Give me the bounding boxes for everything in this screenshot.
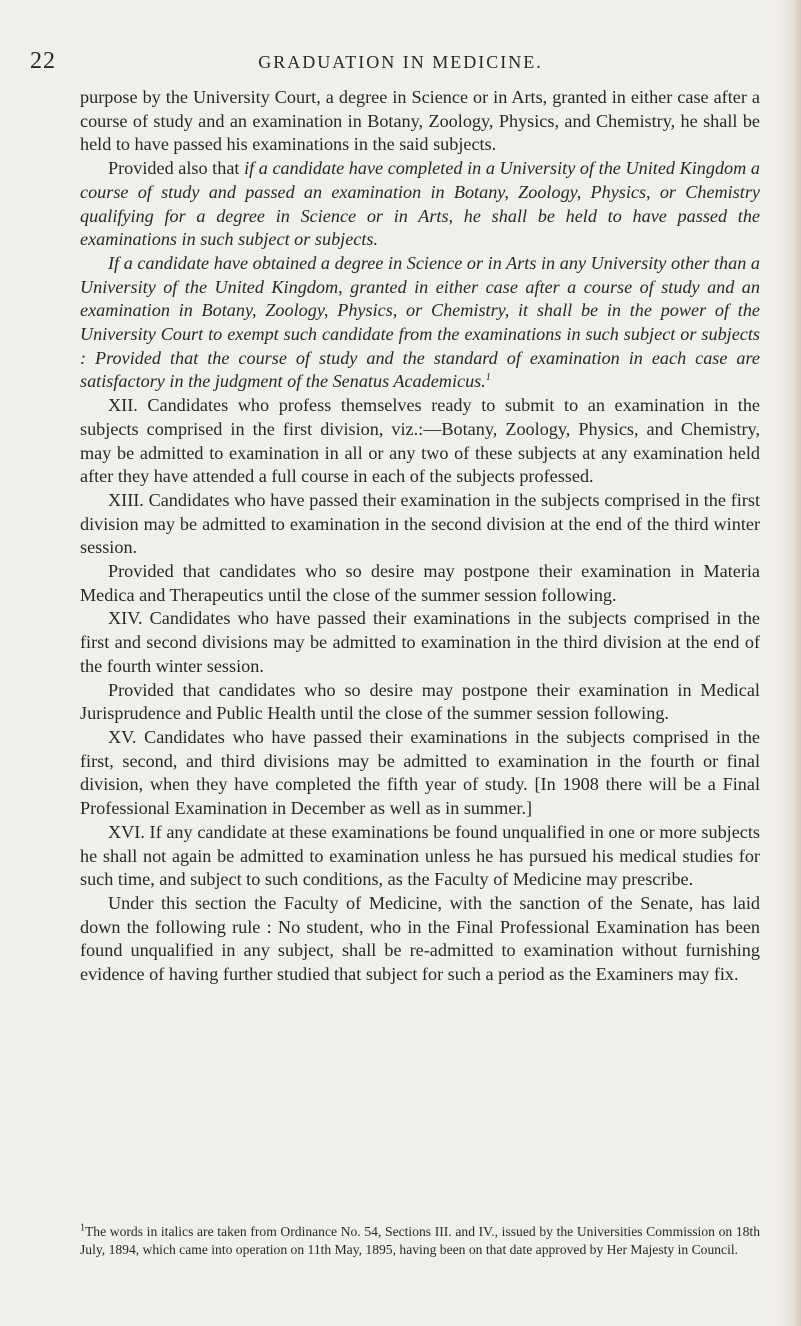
paragraph-proviso-jurisprudence: Provided that candidates who so desire may postpone their examination in Medical Jurisprudence and Public Health until the close of the summer session following. (80, 679, 760, 724)
body-text (80, 86, 760, 987)
paragraph-section-xv: XV. Candidates who have passed their examinations in the subjects comprised in the first, second, and third divisions may be admitted to examination in the fourth or final division, when they have completed the fifth year of study. [In 1908 there will be a Final Professional Examination in December as well as in summer.] (80, 726, 760, 819)
paragraph-faculty-rule: Under this section the Faculty of Medicine, with the sanction of the Senate, has laid down the following rule : No student, who in the Final Professional Examination has been found unqualified in any subject, shall be re-admitted to examination without furnishing evidence of having further studied that subject for such a period as the Examiners may fix. (80, 892, 760, 985)
paragraph-section-xiii: XIII. Candidates who have passed their examination in the subjects comprised in the first division may be admitted to examination in the second division at the end of the third winter session. (80, 489, 760, 558)
footnote-text: The words in italics are taken from Ordinance No. 54, Sections III. and IV., issued by the Universities Commission on 18th July, 1894, which came into operation on 11th May, 1895, having been on that date approved by Her Majesty in Council. (80, 1224, 760, 1257)
paragraph-proviso-materia-medica: Provided that candidates who so desire may postpone their examination in Materia Medica and Therapeutics until the close of the summer session following. (80, 561, 760, 605)
paragraph-section-xii: XII. Candidates who profess themselves ready to submit to an examination in the subjects comprised in the first division, viz.:—Botany, Zoology, Physics, and Chemistry, may be admitted to examination in all or any two of these subjects at any examination held after they have attended a full course in each of the subjects professed. (80, 395, 760, 487)
footnote (80, 1223, 760, 1258)
paragraph-proviso-uk (80, 157, 760, 252)
page-edge-shadow (779, 0, 801, 1326)
paragraph-section-xiv: XIV. Candidates who have passed their examinations in the subjects comprised in the first and second divisions may be admitted to examination in the third division at the end of the fourth winter session. (80, 608, 760, 676)
paragraph-section-xvi: XVI. If any candidate at these examinations be found unqualified in one or more subjects he shall not again be admitted to examination unless he has pursued his medical studies for such time, and subject to such conditions, as the Faculty of Medicine may prescribe. (80, 821, 760, 890)
page-number: 22 (30, 48, 56, 74)
proviso-italic-text: if a candidate have completed in a University of the United Kingdom a course of study and passed an examination in Botany, Zoology, Physics, or Chemistry qualifying for a degree in Science or in Arts, he shall be held to have passed the examinations in such subject or subjects. (80, 158, 760, 250)
paragraph-continuation: purpose by the University Court, a degree in Science or in Arts, granted in either case after a course of study and an examination in Botany, Zoology, Physics, and Chemistry, he shall be held to have passed his examinations in the said subjects. (80, 87, 760, 155)
paragraph-foreign-degree (80, 252, 760, 394)
footnote-marker: 1 (80, 1222, 85, 1234)
footnote-reference: 1 (485, 372, 491, 384)
foreign-degree-text: If a candidate have obtained a degree in Science or in Arts in any University other than a University of the United Kingdom, granted in either case after a course of study and an examination in Botany, Zoology, Physics, or Chemistry, it shall be in the power of the University Court to exempt such candidate from the examinations in such subject or subjects : Provided that the course of study and the standard of examination in each case are satisfactory in the judgment of the Senatus Academicus. (80, 252, 760, 392)
running-title: GRADUATION IN MEDICINE. (258, 52, 543, 72)
proviso-lead: Provided also that (108, 158, 245, 179)
